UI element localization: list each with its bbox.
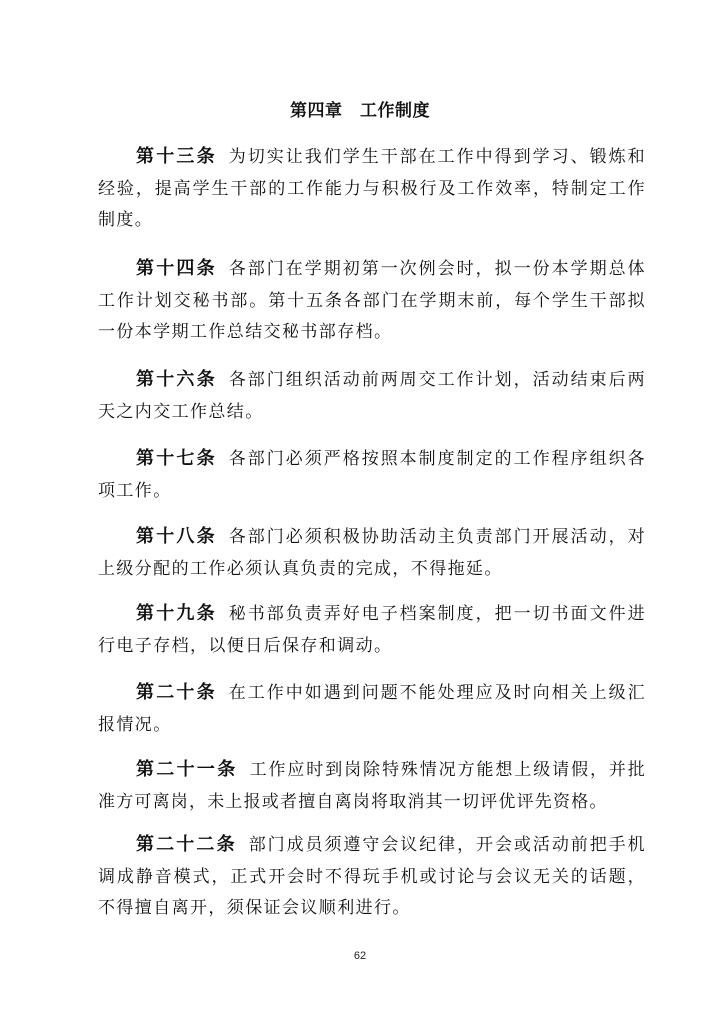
article-17: [98, 443, 646, 507]
article-label: 第十四条: [136, 258, 217, 279]
article-label: 第二十二条: [136, 834, 237, 855]
article-16: [98, 364, 646, 428]
article-label: 第二十一条: [136, 759, 238, 780]
article-body: 工作应时到岗除特殊情况方能想上级请假，并批准方可离岗，未上报或者擅自离岗将取消其一切评优评先资格。: [98, 760, 646, 812]
article-body: 各部门在学期初第一次例会时，拟一份本学期总体工作计划交秘书部。第十五条各部门在学期末前，每个学生干部拟一份本学期工作总结交秘书部存档。: [98, 259, 646, 342]
article-body: 秘书部负责弄好电子档案制度，把一切书面文件进行电子存档，以便日后保存和调动。: [98, 604, 646, 656]
article-19: [98, 598, 646, 662]
article-label: 第二十条: [136, 682, 217, 703]
article-21: [98, 754, 646, 818]
chapter-title: 第四章 工作制度: [290, 101, 430, 121]
article-body: 为切实让我们学生干部在工作中得到学习、锻炼和经验，提高学生干部的工作能力与积极行及工作效率，特制定工作制度。: [98, 147, 646, 230]
article-label: 第十七条: [136, 448, 217, 469]
article-label: 第十八条: [136, 526, 217, 547]
article-label: 第十三条: [136, 146, 217, 167]
article-body: 各部门组织活动前两周交工作计划，活动结束后两天之内交工作总结。: [98, 370, 646, 422]
article-body: 各部门必须严格按照本制度制定的工作程序组织各项工作。: [98, 449, 646, 501]
article-body: 部门成员须遵守会议纪律，开会或活动前把手机调成静音模式，正式开会时不得玩手机或讨论与会议无关的话题，不得擅自离开，须保证会议顺利进行。: [98, 835, 646, 918]
article-body: 在工作中如遇到问题不能处理应及时向相关上级汇报情况。: [98, 683, 646, 735]
article-label: 第十九条: [136, 603, 217, 624]
page-number: 62: [353, 950, 367, 962]
article-body: 各部门必须积极协助活动主负责部门开展活动，对上级分配的工作必须认真负责的完成，不得拖延。: [98, 527, 646, 579]
article-13: [98, 141, 646, 237]
article-20: [98, 677, 646, 741]
article-18: [98, 521, 646, 585]
article-14: [98, 253, 646, 349]
article-label: 第十六条: [136, 369, 217, 390]
article-22: [98, 829, 646, 925]
